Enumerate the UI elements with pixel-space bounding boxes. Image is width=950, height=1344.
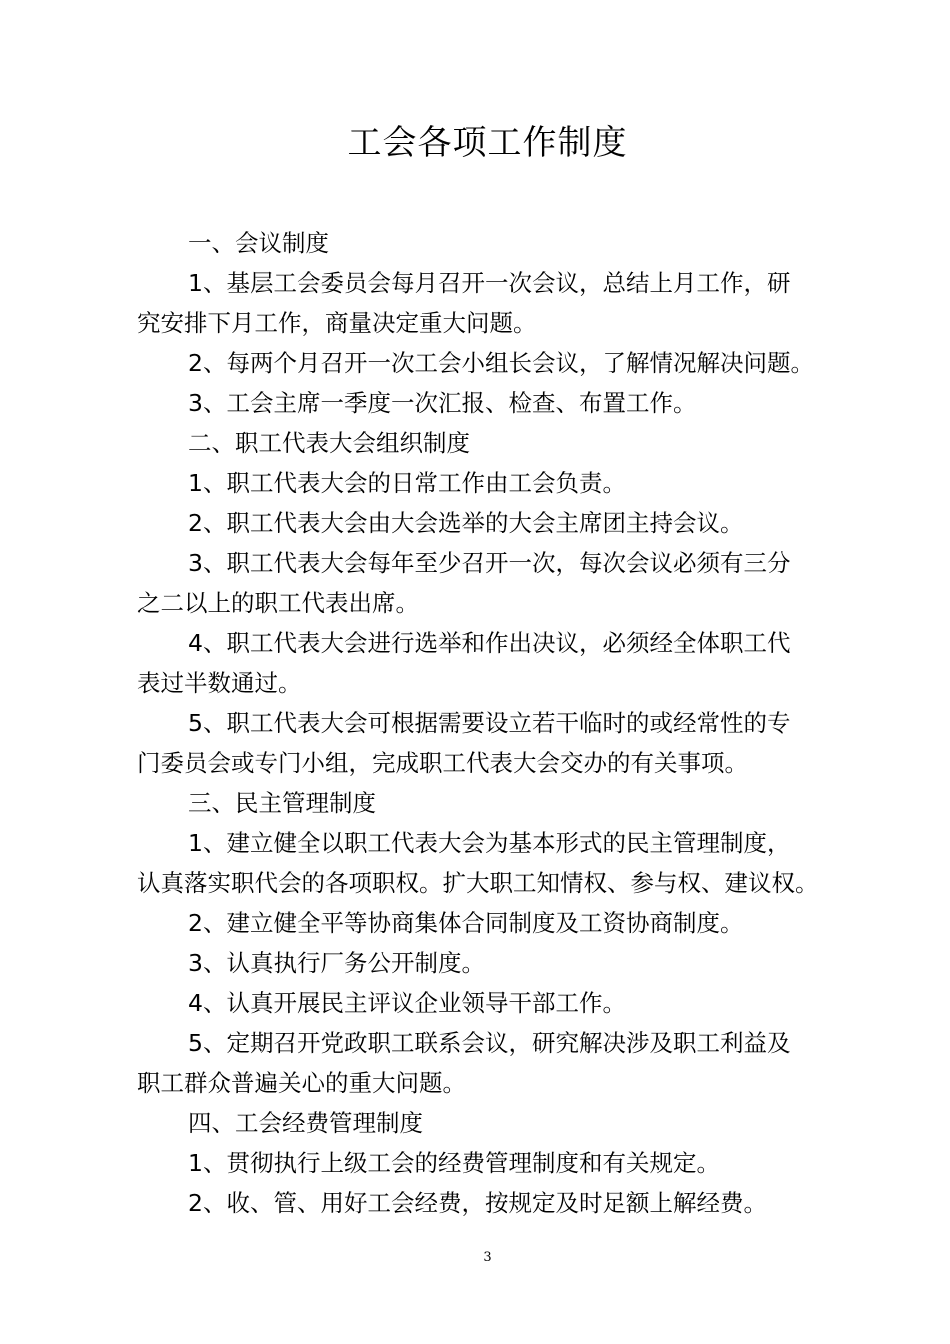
paragraph-line: 3、认真执行厂务公开制度。 [188, 949, 485, 977]
paragraph-line: 1、职工代表大会的日常工作由工会负责。 [188, 469, 626, 497]
paragraph-line: 表过半数通过。 [137, 669, 302, 697]
paragraph-line: 2、收、管、用好工会经费，按规定及时足额上解经费。 [188, 1189, 767, 1217]
section-heading-meetings: 一、会议制度 [188, 229, 329, 257]
paragraph-line: 究安排下月工作，商量决定重大问题。 [137, 309, 537, 337]
paragraph-line: 认真落实职代会的各项职权。扩大职工知情权、参与权、建议权。 [137, 869, 819, 897]
document-title: 工会各项工作制度 [347, 123, 628, 163]
paragraph-line: 1、建立健全以职工代表大会为基本形式的民主管理制度， [188, 829, 791, 857]
paragraph-line: 1、贯彻执行上级工会的经费管理制度和有关规定。 [188, 1149, 720, 1177]
paragraph-line: 3、职工代表大会每年至少召开一次，每次会议必须有三分 [188, 549, 791, 577]
paragraph-line: 1、基层工会委员会每月召开一次会议，总结上月工作，研 [188, 269, 791, 297]
paragraph-line: 2、每两个月召开一次工会小组长会议，了解情况解决问题。 [188, 349, 814, 377]
section-heading-congress: 二、职工代表大会组织制度 [188, 429, 470, 457]
document-body [137, 223, 840, 1223]
paragraph-line: 门委员会或专门小组，完成职工代表大会交办的有关事项。 [137, 749, 748, 777]
paragraph-line: 2、职工代表大会由大会选举的大会主席团主持会议。 [188, 509, 744, 537]
paragraph-line: 5、职工代表大会可根据需要设立若干临时的或经常性的专 [188, 709, 791, 737]
paragraph-line: 5、定期召开党政职工联系会议，研究解决涉及职工利益及 [188, 1029, 791, 1057]
page-number: 3 [483, 1250, 492, 1265]
paragraph-line: 4、认真开展民主评议企业领导干部工作。 [188, 989, 626, 1017]
paragraph-line: 之二以上的职工代表出席。 [137, 589, 419, 617]
section-heading-funds: 四、工会经费管理制度 [188, 1109, 423, 1137]
paragraph-line: 2、建立健全平等协商集体合同制度及工资协商制度。 [188, 909, 744, 937]
section-heading-democratic-management: 三、民主管理制度 [188, 789, 376, 817]
paragraph-line: 职工群众普遍关心的重大问题。 [137, 1069, 466, 1097]
paragraph-line: 3、工会主席一季度一次汇报、检查、布置工作。 [188, 389, 697, 417]
paragraph-line: 4、职工代表大会进行选举和作出决议，必须经全体职工代 [188, 629, 791, 657]
